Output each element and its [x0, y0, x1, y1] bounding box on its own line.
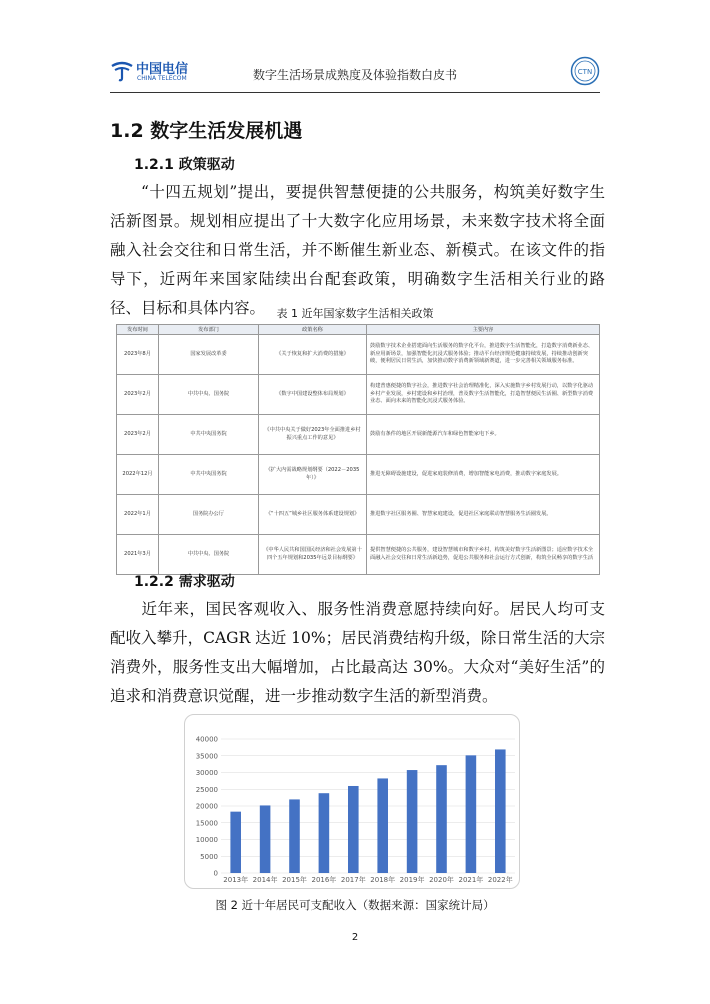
table-header-row — [117, 325, 600, 335]
table-cell: 《数字中国建设整体布局规划》 — [259, 375, 367, 415]
table-cell: 推进数字社区服务圈、智慧家庭建设，促进社区家庭联动智慧服务生活圈发展。 — [367, 495, 600, 535]
bar-2016年 — [319, 793, 330, 873]
y-tick-label: 5000 — [200, 852, 218, 861]
x-tick-label: 2015年 — [282, 876, 307, 884]
bar-2019年 — [407, 770, 418, 873]
bar-2020年 — [436, 765, 447, 873]
income-bar-chart — [185, 715, 521, 890]
bar-2021年 — [466, 755, 477, 873]
x-tick-label: 2018年 — [370, 876, 396, 884]
policy-table — [116, 324, 600, 575]
x-tick-label: 2017年 — [340, 876, 366, 884]
table-cell: 提供智慧便捷的公共服务，建设智慧城市和数字乡村，构筑美好数字生活新图景；适应数字技术全面融入社会交往和日常生活新趋势，促进公共服务和社会运行方式创新，构筑全民畅享的数字生活 — [367, 535, 600, 575]
policy-paragraph-text: “十四五规划”提出，要提供智慧便捷的公共服务，构筑美好数字生活新图景。规划相应提出了十大数字化应用场景，未来数字技术将全面融入社会交往和日常生活，并不断催生新业态、新模式。在该文件的指导下，近两年来国家陆续出台配套政策，明确数字生活相关行业的路径、目标和具体内容。 — [110, 183, 605, 317]
policy-paragraph — [110, 178, 605, 323]
table-cell: 《关于恢复和扩大消费的措施》 — [259, 335, 367, 375]
table-cell: 国家发展改革委 — [159, 335, 259, 375]
table-cell: 《中华人民共和国国民经济和社会发展第十四个五年规划和2035年远景目标纲要》 — [259, 535, 367, 575]
table-cell: 推进无障碍设施建设，促进家庭装修消费，增加智能家电消费，推动数字家庭发展。 — [367, 455, 600, 495]
table-cell: 《扩大内需战略规划纲要（2022－2035年）》 — [259, 455, 367, 495]
table-header-cell: 主要内容 — [367, 325, 600, 335]
y-tick-label: 0 — [213, 869, 218, 878]
table-cell: 2022年1月 — [117, 495, 159, 535]
table-cell: 2023年2月 — [117, 375, 159, 415]
header-divider — [110, 92, 600, 93]
table-cell: 中共中央、国务院 — [159, 375, 259, 415]
subsection-heading-policy: 1.2.1 政策驱动 — [134, 157, 235, 173]
x-tick-label: 2014年 — [252, 876, 278, 884]
x-tick-label: 2019年 — [399, 876, 425, 884]
bar-2013年 — [230, 812, 241, 873]
y-tick-label: 25000 — [195, 785, 218, 794]
table-cell: 中共中央国务院 — [159, 415, 259, 455]
table-row — [117, 375, 600, 415]
bar-2015年 — [289, 799, 300, 873]
x-tick-label: 2022年 — [487, 876, 513, 884]
table-row — [117, 495, 600, 535]
y-tick-label: 40000 — [195, 735, 218, 744]
table-cell: 2023年8月 — [117, 335, 159, 375]
x-tick-label: 2016年 — [311, 876, 337, 884]
table-header-cell: 发布部门 — [159, 325, 259, 335]
bar-2017年 — [348, 786, 359, 873]
x-tick-label: 2021年 — [458, 876, 484, 884]
table-cell: 国务院办公厅 — [159, 495, 259, 535]
table-caption: 表 1 近年国家数字生活相关政策 — [276, 307, 434, 320]
page-number: 2 — [351, 932, 359, 943]
table-header-cell: 政策名称 — [259, 325, 367, 335]
x-tick-label: 2020年 — [429, 876, 454, 884]
y-tick-label: 35000 — [195, 752, 218, 761]
table-cell: 构建普惠便捷的数字社会，推进数字社会治理精准化，深入实施数字乡村发展行动，以数字化驱动乡村产业发展，乡村建设和乡村治理，普及数字生活智能化，打造智慧便民生活圈、新型数字消费业态、面向未来的智能化沉浸式服务体验。 — [367, 375, 600, 415]
bar-2018年 — [377, 778, 388, 873]
x-tick-label: 2013年 — [223, 876, 249, 884]
table-cell: 《“十四五”城乡社区服务体系建设规划》 — [259, 495, 367, 535]
seal-text: CTN — [577, 68, 593, 76]
table-row — [117, 455, 600, 495]
bar-2022年 — [495, 749, 506, 873]
table-cell: 2022年12月 — [117, 455, 159, 495]
y-tick-label: 15000 — [195, 819, 218, 828]
subsection-heading-demand: 1.2.2 需求驱动 — [134, 574, 235, 590]
table-cell: 《中共中央关于做好2023年全面推进乡村振兴重点工作的意见》 — [259, 415, 367, 455]
table-row — [117, 335, 600, 375]
table-cell: 鼓励有条件的地区开展新能源汽车和绿色智能家电下乡。 — [367, 415, 600, 455]
y-tick-label: 30000 — [195, 769, 218, 777]
chart-caption: 图 2 近十年居民可支配收入（数据来源：国家统计局） — [215, 898, 495, 912]
table-row — [117, 415, 600, 455]
income-chart — [184, 714, 520, 889]
section-heading: 1.2 数字生活发展机遇 — [110, 120, 303, 142]
document-title: 数字生活场景成熟度及体验指数白皮书 — [252, 68, 457, 82]
institution-seal-icon — [570, 56, 600, 86]
table-cell: 2023年2月 — [117, 415, 159, 455]
table-cell: 2021年3月 — [117, 535, 159, 575]
table-cell: 鼓励数字技术企业搭建面向生活服务的数字化平台，推进数字生活智能化，打造数字消费新业态、新应用新场景，加强智能化沉浸式服务体验；推动平台经济规范健康持续发展，持续推动创新突破，便利居民日常生活，加快推动数字消费新领域新赛道，进一步完善相关领域服务标准。 — [367, 335, 600, 375]
table-cell: 中共中央国务院 — [159, 455, 259, 495]
y-tick-label: 10000 — [195, 836, 218, 844]
table-cell: 中共中央、国务院 — [159, 535, 259, 575]
table-header-cell: 发布时间 — [117, 325, 159, 335]
y-tick-label: 20000 — [195, 802, 218, 811]
demand-paragraph-text: 近年来，国民客观收入、服务性消费意愿持续向好。居民人均可支配收入攀升，CAGR 达近 10%；居民消费结构升级，除日常生活的大宗消费外，服务性支出大幅增加，占比最高达 30%。大众对“美好生活”的追求和消费意识觉醒，进一步推动数字生活的新型消费。 — [110, 600, 605, 705]
logo-en-text: CHINA TELECOM — [137, 75, 187, 82]
demand-paragraph — [110, 595, 605, 711]
table-row — [117, 535, 600, 575]
page-header — [110, 52, 600, 92]
bar-2014年 — [260, 805, 271, 873]
logo-cn-text: 中国电信 — [136, 62, 189, 77]
